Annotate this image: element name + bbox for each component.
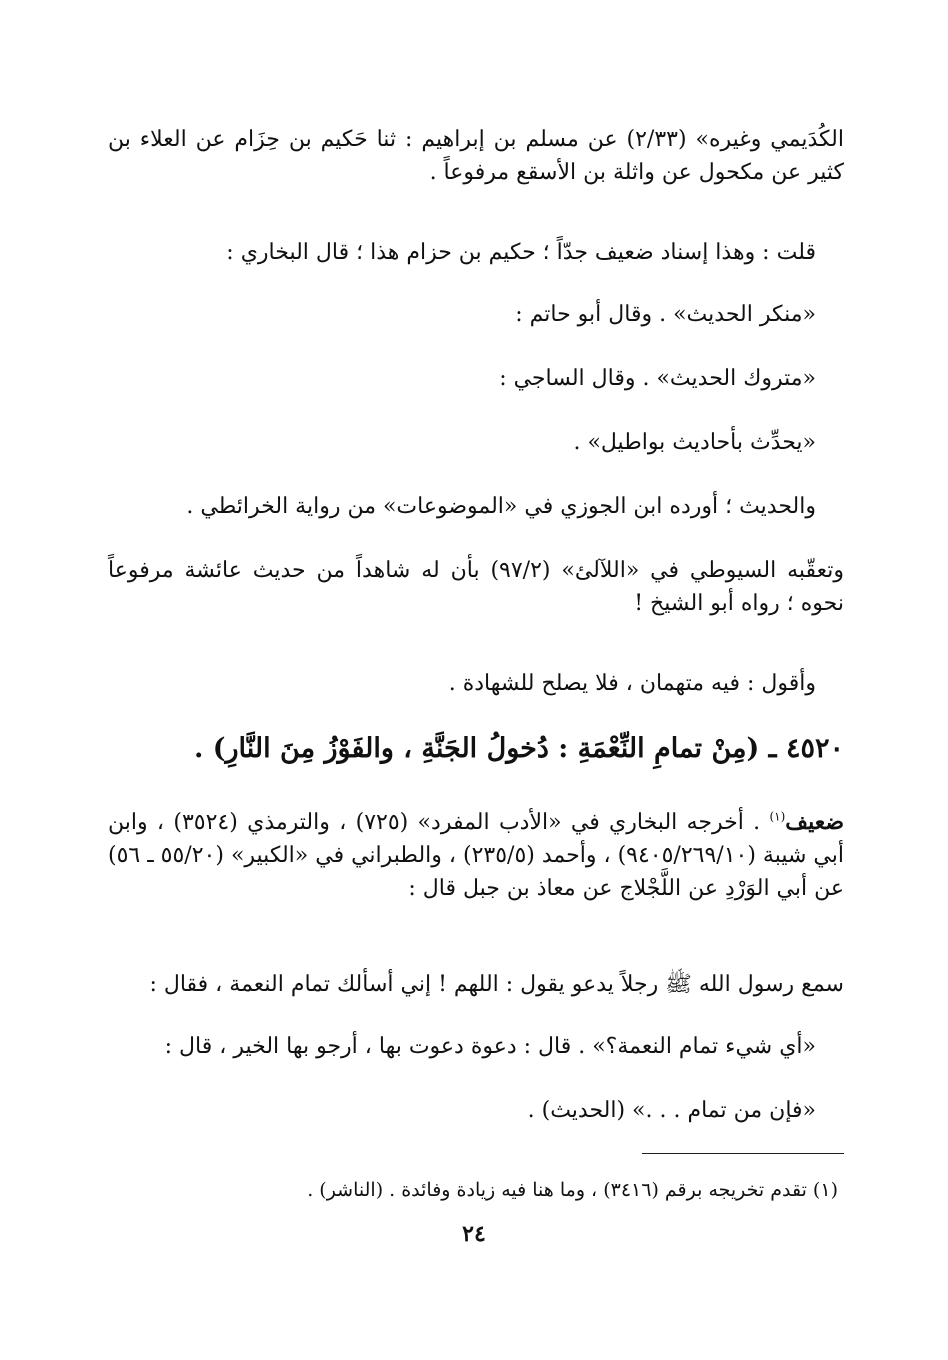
footnote-marker: (١) [769,809,786,824]
paragraph-quote-2: «متروك الحديث» . وقال الساجي : [499,366,816,391]
hadith-heading: ٤٥٢٠ ـ (مِنْ تمامِ النِّعْمَةِ : دُخولُ الجَنَّةِ ، والفَوْزُ مِنَ النَّارِ) . [193,733,844,764]
paragraph-conclusion: وأقول : فيه متهمان ، فلا يصلح للشهادة . [448,671,816,696]
paragraph-hadith-source: والحديث ؛ أورده ابن الجوزي في «الموضوعات» من رواية الخرائطي . [186,494,816,519]
paragraph-quote-3: «يحدِّث بأحاديث بواطيل» . [573,430,816,455]
paragraph-takhrij [108,806,844,905]
paragraph-isnad: الكُدَيمي وغيره» (٢/٣٣) عن مسلم بن إبراهيم : ثنا حَكيم بن حِزَام عن العلاء بن كثير عن مكحول عن واثلة بن الأسقع مرفوعاً . [108,127,844,185]
page-number: ٢٤ [462,1221,486,1247]
paragraph-narration-2: «أي شيء تمام النعمة؟» . قال : دعوة دعوت بها ، أرجو بها الخير ، قال : [164,1034,816,1059]
paragraph-narration-3: «فإن من تمام . . .» (الحديث) . [527,1098,816,1123]
footnote-divider [642,1153,844,1154]
paragraph-suyuti: وتعقّبه السيوطي في «اللآلئ» (٩٧/٢) بأن له شاهداً من حديث عائشة مرفوعاً نحوه ؛ رواه أبو الشيخ ! [108,558,844,616]
paragraph-narration-1: سمع رسول الله ﷺ رجلاً يدعو يقول : اللهم ! إني أسألك تمام النعمة ، فقال : [149,972,844,997]
paragraph-comment: قلت : وهذا إسناد ضعيف جدّاً ؛ حكيم بن حزام هذا ؛ قال البخاري : [226,240,816,265]
footnote-text: (١) تقدم تخريجه برقم (٣٤١٦) ، وما هنا فيه زيادة وفائدة . (الناشر) . [307,1179,838,1201]
takhrij-text: . أخرجه البخاري في «الأدب المفرد» (٧٢٥) ، والترمذي (٣٥٢٤) ، وابن أبي شيبة (٩٤٠٥/٢٦٩/١٠) ، وأحمد (٢٣٥/٥) ، والطبراني في «الكبير» (٥٥/٢٠ ـ ٥٦) عن أبي الوَرْدِ عن اللَّجْلاج عن معاذ بن جبل قال : [108,810,844,901]
paragraph-quote-1: «منكر الحديث» . وقال أبو حاتم : [515,302,816,327]
grade-word: ضعيف [785,809,845,835]
